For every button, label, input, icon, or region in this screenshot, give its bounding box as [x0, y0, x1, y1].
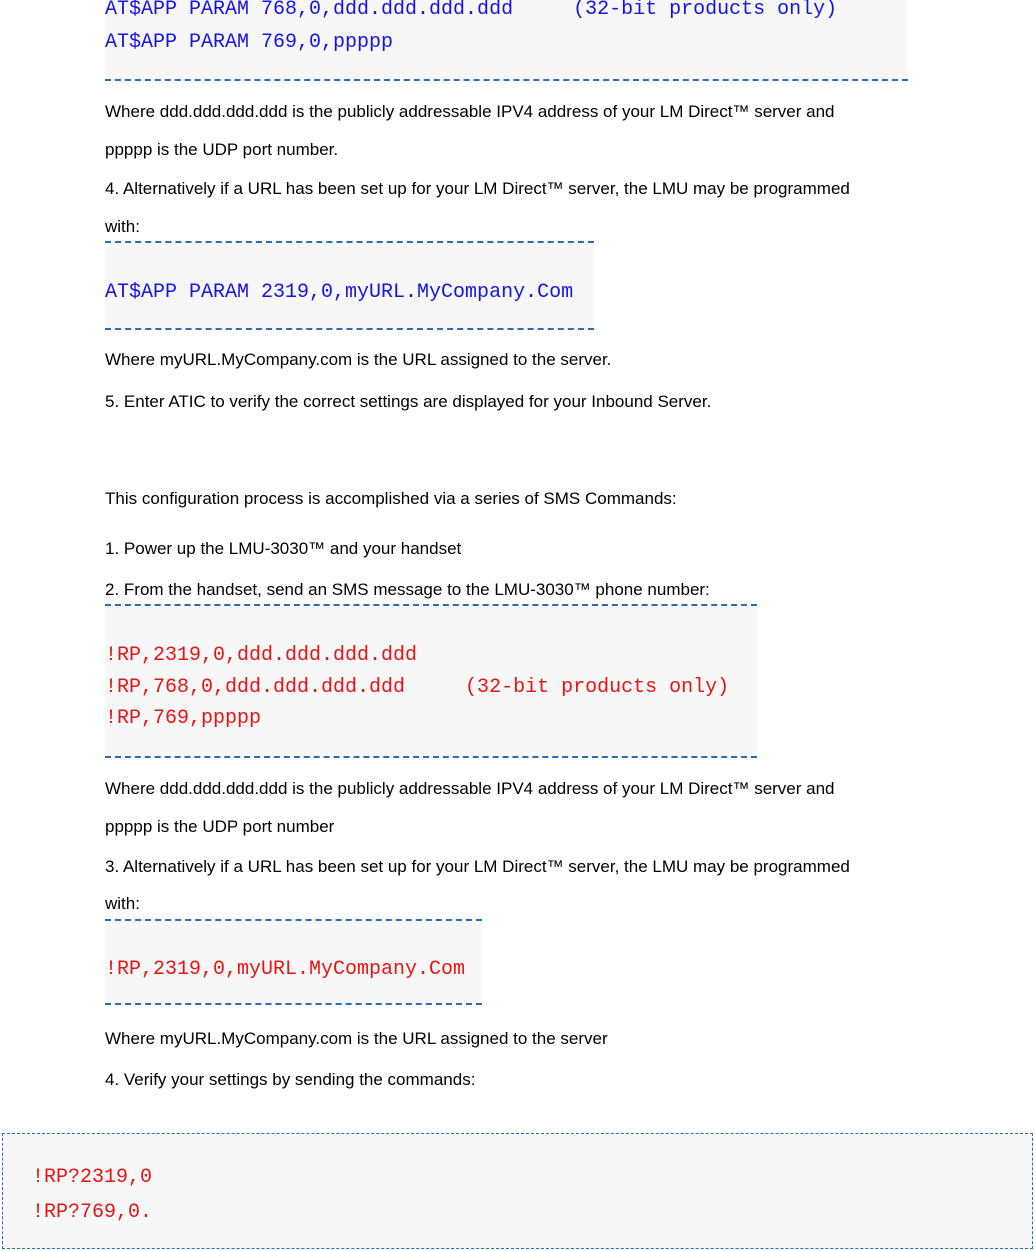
paragraph-where-port: ppppp is the UDP port number. — [105, 140, 339, 159]
code-line: AT$APP PARAM 769,0,ppppp — [105, 31, 394, 54]
sms-intro: This configuration process is accomplished via a series of SMS Commands: — [105, 489, 677, 508]
code-block-sms-params — [105, 604, 757, 758]
paragraph-where-ip: Where ddd.ddd.ddd.ddd is the publicly addressable IPV4 address of your LM Direct™ server and — [105, 102, 835, 121]
code-line: !RP,2319,0,myURL.MyCompany.Com — [105, 958, 466, 981]
code-line: AT$APP PARAM 768,0,ddd.ddd.ddd.ddd (32-bit products only) — [105, 0, 838, 21]
paragraph-where-ip-2: Where ddd.ddd.ddd.ddd is the publicly addressable IPV4 address of your LM Direct™ server and — [105, 779, 835, 798]
code-line: !RP,2319,0,ddd.ddd.ddd.ddd — [105, 644, 418, 667]
code-line: !RP,768,0,ddd.ddd.ddd.ddd (32-bit products only) — [105, 676, 730, 699]
code-block-at-params — [105, 0, 908, 81]
step-1-power-up: 1. Power up the LMU-3030™ and your handset — [105, 539, 462, 558]
step-3-alternative-url: 3. Alternatively if a URL has been set up for your LM Direct™ server, the LMU may be programmed — [105, 857, 850, 876]
code-line: !RP?769,0. — [32, 1201, 153, 1224]
paragraph-url-assigned: Where myURL.MyCompany.com is the URL assigned to the server. — [105, 350, 612, 369]
step-4-alternative-url: 4. Alternatively if a URL has been set up for your LM Direct™ server, the LMU may be programmed — [105, 179, 850, 198]
step-3-with: with: — [105, 894, 140, 913]
code-block-sms-url — [105, 919, 482, 1005]
code-line: !RP,769,ppppp — [105, 707, 262, 730]
paragraph-url-assigned-2: Where myURL.MyCompany.com is the URL assigned to the server — [105, 1029, 608, 1048]
code-block-at-url — [105, 241, 594, 330]
step-4-with: with: — [105, 217, 140, 236]
step-4-verify: 4. Verify your settings by sending the commands: — [105, 1070, 476, 1089]
paragraph-where-port-2: ppppp is the UDP port number — [105, 817, 335, 836]
code-line: AT$APP PARAM 2319,0,myURL.MyCompany.Com — [105, 281, 574, 304]
code-line: !RP?2319,0 — [32, 1166, 153, 1189]
step-5-atic: 5. Enter ATIC to verify the correct settings are displayed for your Inbound Server. — [105, 392, 712, 411]
code-block-verify-commands — [2, 1133, 1033, 1249]
step-2-send-sms: 2. From the handset, send an SMS message to the LMU-3030™ phone number: — [105, 580, 710, 599]
